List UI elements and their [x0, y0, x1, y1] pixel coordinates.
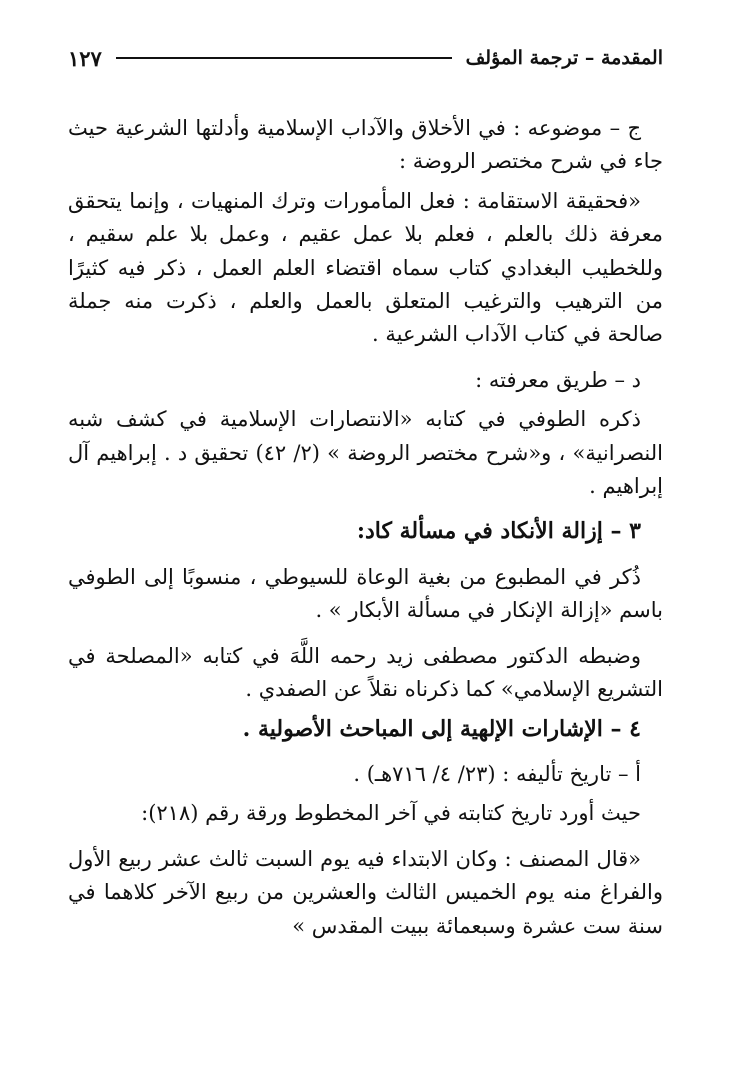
paragraph-manuscript: حيث أورد تاريخ كتابته في آخر المخطوط ورقة رقم (٢١٨):: [141, 801, 641, 826]
paragraph-bughya: ذُكر في المطبوع من بغية الوعاة للسيوطي ، منسوبًا إلى الطوفي باسم «إزالة الإنكار في مسألة الأبكار » .: [68, 564, 663, 623]
section-heading-3: ٣ – إزالة الأنكاد في مسألة كاد:: [356, 518, 641, 545]
paragraph-author-quote: «قال المصنف : وكان الابتداء فيه يوم السبت ثالث عشر ربيع الأول والفراغ منه يوم الخميس الثالث والعشرين من ربيع الآخر كلاهما في سنة ست عشرة وسبعمائة ببيت المقدس »: [68, 846, 663, 938]
paragraph-sources: ذكره الطوفي في كتابه «الانتصارات الإسلامية في كشف شبه النصرانية» ، و«شرح مختصر الروضة » (٢/ ٤٢) تحقيق د . إبراهيم آل إبراهيم .: [68, 407, 663, 499]
page-number: ١٢٧: [68, 45, 102, 71]
running-title: المقدمة – ترجمة المؤلف: [465, 47, 663, 69]
page-body: [68, 112, 663, 955]
section-heading-4: ٤ – الإشارات الإلهية إلى المباحث الأصولية .: [242, 715, 641, 742]
header-rule: [116, 57, 452, 59]
paragraph-subject: ج – موضوعه : في الأخلاق والآداب الإسلامية وأدلتها الشرعية حيث جاء في شرح مختصر الروضة :: [68, 116, 663, 174]
paragraph-zaid: وضبطه الدكتور مصطفى زيد رحمه اللَّهَ في كتابه «المصلحة في التشريع الإسلامي» كما ذكرناه نقلاً عن الصفدي .: [68, 643, 663, 702]
paragraph-method-heading: د – طريق معرفته :: [475, 367, 641, 392]
paragraph-date: أ – تاريخ تأليفه : (٢٣/ ٤/ ٧١٦هـ) .: [353, 761, 641, 786]
paragraph-quote-istiqama: «فحقيقة الاستقامة : فعل المأمورات وترك المنهيات ، وإنما يتحقق معرفة ذلك بالعلم ، فعلم بلا عمل عقيم ، وعمل بلا علم سقيم ، وللخطيب البغدادي كتاب سماه اقتضاء العلم العمل ، ذكر فيه كثيرًا من الترهيب والترغيب المتعلق بالعمل والعلم ، ذكرت منه جملة صالحة في كتاب الآداب الشرعية .: [68, 188, 663, 347]
page-header: [68, 38, 663, 78]
